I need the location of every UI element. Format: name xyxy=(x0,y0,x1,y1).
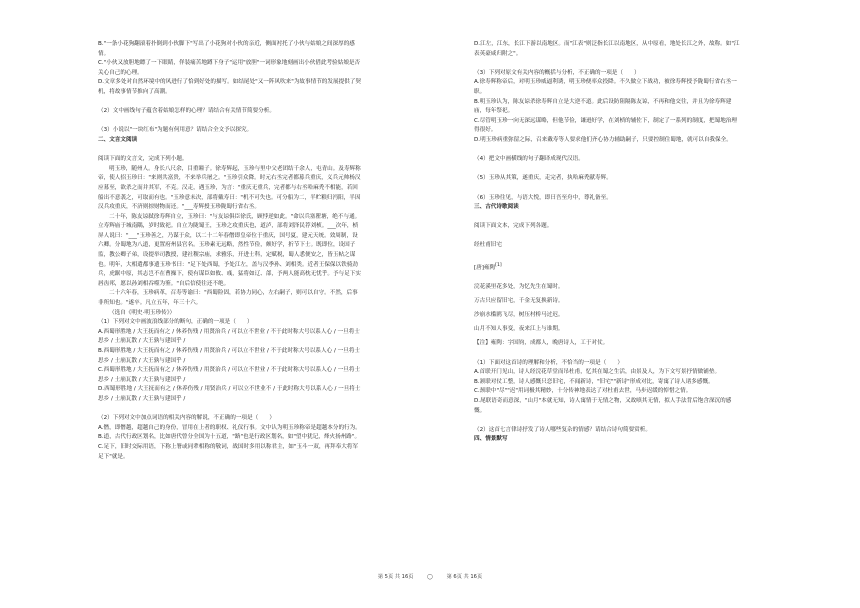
passage-line: 汉兵攻重庆，不济则掠财物而还。"___寿辉授玉珍陇蜀行省右丞。 xyxy=(98,204,260,211)
poem-line: 山月不知人事变，夜来江上与谁期。 xyxy=(474,326,564,333)
poetry-question-1: （1）下面对这首诗的理解和分析，不恰当的一项是（ ） xyxy=(474,359,623,366)
right-page-column xyxy=(474,40,822,445)
option-line: D.尾联语奇而意深，"山月"本就无知，诗人寓情于无情之物，又故嗔其无情，拟人手法背后饱含深沉的感 xyxy=(474,398,732,405)
option-line: B.明玉珍认为，陈友谅杀徐寿辉自立是大逆不道。此后设防阻隔陈友谅，不再和他交往，并且为徐寿辉建 xyxy=(474,98,732,105)
option-line: A.西蜀形胜地 / 大王抚而有之 / 休养伤残 / 用贤治兵 / 可以立不世业 / 不于此时称大号以系人心 / 一旦将士 xyxy=(98,328,360,335)
option-line: 表英豪咸归附之"。 xyxy=(474,50,522,57)
option-line: C.尽管明玉珍一向无深远谋略，但他节俭，谦逊好学，在刘桢的辅佐下，制定了一系列的制度，把蜀地治理 xyxy=(474,117,737,124)
option-line: C.足下，旧时交际用语，下称上署或同辈相称的敬词，战国时多用以称君主，如"玉斗一双，再拜奉大将军 xyxy=(98,443,358,450)
note-marker: [1] xyxy=(495,262,502,268)
passage-source: （选自《明史·明玉珍传》） xyxy=(109,309,176,316)
sub-question-2: （2）下列对文中加点词语的相关内容的解说，不正确的一项是（ ） xyxy=(98,415,275,422)
page-footer xyxy=(0,573,860,581)
option-line: 足下"就是。 xyxy=(98,453,129,460)
passage-line: 屏人说曰："___"玉珍善之，乃谋于众，以二十二年春僭即皇帝位于重庆，国号夏，建元天统。效周制，设 xyxy=(98,232,358,239)
passage-line: 非所知也。"遂卒。凡立五年，年三十六。 xyxy=(98,300,202,307)
option-line: 慨。 xyxy=(474,407,486,414)
left-page-number: 第 5页 共 16页 xyxy=(377,574,414,580)
binding-hole-icon: ◯ xyxy=(427,574,433,580)
option-line: B.西蜀形胜地 / 大王抚而有之 / 休养伤残 / 用贤治兵 / 可以立不世业 / 不于此时称大号以系人心 / 一旦将士 xyxy=(98,348,361,354)
poem-note: 【注】雍陶：字国钧，成都人，晚唐诗人，工于对仗。 xyxy=(474,340,609,347)
option-line: 情。 xyxy=(98,50,110,57)
passage-line: 二十年，陈友谅弑徐寿辉自立，玉珍曰："与友谅俱臣徐氏，顾悖逆如此。"命以兵塞瞿塘，绝不与通。 xyxy=(109,213,361,220)
translation-sentence-6: （6）玉珍往见，与语大悦，即曰吾至舟中，尊礼备至。 xyxy=(474,194,612,201)
option-line: D.文章多处对自然环境中的风进行了恰到好处的描写。如结尾处"又一阵风吹来"为故事情节的发展提供了契 xyxy=(98,79,361,86)
passage-line: 船出不意袭之，可取而有也。"玉珍意未决，部将戴寿曰："机不可失也。可分船为二，半贮粮归沔阳，半因 xyxy=(98,194,361,201)
option-line: 思乡 / 土崩瓦散 / 大王孰与建国乎 / xyxy=(98,357,186,364)
left-page-column xyxy=(98,40,456,462)
sub-question-1: （1）下列对文中画波浪线部分的断句，正确的一项是（ ） xyxy=(98,319,253,326)
poem-line: 沙崩水槛鸥飞尽，树压村桥马过迟。 xyxy=(474,312,564,319)
sub-question-3: （3）下列对原文有关内容的概括与分析，不正确的一项是（ ） xyxy=(474,69,640,76)
option-line: D.江左，江东，长江下游以南地区。而"江表"则泛指长江以南地区，从中原看，地处长江之外，故称。如"江 xyxy=(474,41,740,47)
option-line: D.西蜀形胜地 / 大王抚而有之 / 休养伤残 / 用贤治兵 / 可以立不世业不 / 于此时称大号以系人心 / 一旦将士 xyxy=(98,386,361,393)
passage-line: 唇齿邦，愿以孙刘相吞噬为鉴。"自后信使往还不绝。 xyxy=(98,280,230,287)
passage-line: 立寿辉庙于城南隅，岁时致祀。自立为陇蜀王，玉珍之攻重庆也，道泸，部将刘泽民荐刘桢。___次年，桢 xyxy=(98,223,359,230)
option-line: A.首联开门见山，诗人经浣花草堂而吊杜甫，忆其在蜀之生活，由景及人，为下文写景抒情做铺垫。 xyxy=(474,369,721,376)
option-line: 关心自己的心理。 xyxy=(98,69,143,76)
option-line: D.明玉珍病重弥留之际，召来戴寿等人要求他们齐心协力辅助嗣子，只要控制住蜀地，就可以自我保全。 xyxy=(474,136,732,143)
section-heading-classical-prose: 二、文言文阅读 xyxy=(98,136,138,143)
option-line: 得很好。 xyxy=(474,127,497,134)
passage-line: 明玉珍，随州人。身长八尺余，目重瞳子。徐寿辉起，玉珍与里中父老团结千余人，屯青山。及寿辉称 xyxy=(109,165,361,172)
option-line: 思乡 / 土崩瓦散 / 大王孰与建国乎 / xyxy=(98,395,186,402)
translation-sentence-5: （5）玉珍从其策，遂重庆，走完者，执哈麻秃献寿辉。 xyxy=(474,175,612,182)
option-line: B.颔联对仗工整，诗人感慨只恋旧宅，不闻新诗，"旧宅""新诗"形成对比，寄寓了诗人诸多感慨。 xyxy=(474,378,714,385)
poetry-instruction: 阅读下面文本，完成下列各题。 xyxy=(474,223,553,230)
option-line: B.道，古代行政区划名，比如唐代曾分全国为十五道，"路"也是行政区划名，如"望中犹记，烽火扬州路"。 xyxy=(98,434,361,441)
passage-line: 监，教公卿子弟，设提举司教授，建社稷宗庙，求雅乐，开进士科，定赋税，蜀人悉便安之，皆玉帖之谋 xyxy=(98,252,356,259)
passage-line: 帝，使人招玉珍曰："来则共富贵，不来举兵屠之。"玉珍引众降。时元右丞完者都募兵重庆，义兵元帅杨汉 xyxy=(98,175,361,182)
poem-title: 经杜甫旧宅 xyxy=(474,242,502,249)
section-heading-recitation: 四、情景默写 xyxy=(474,436,508,443)
poetry-question-2: （2）这首七言律诗抒发了诗人哪些复杂的情感？请结合诗句简要赏析。 xyxy=(474,426,651,433)
option-line: 庙，每年祭祀。 xyxy=(474,108,514,115)
option-line: 思乡 / 土崩瓦散 / 大王孰与建国乎 / xyxy=(98,376,186,383)
option-line: C.西蜀形胜地 / 大王抚而有之 / 休养伤残 / 用贤治兵 / 可以立不世业 / 不于此时称大号以系人心 / 一旦将士 xyxy=(98,367,361,374)
passage-line: 兵，虎踞中原，其志岂不在曹操下，使有谋臣如攸、彧，猛将如辽、郃，予两人能高枕无忧乎。予与足下实 xyxy=(98,271,361,278)
right-page-number: 第 6页 共 16页 xyxy=(446,574,483,580)
passage-instruction: 阅读下面的文言文，完成下列小题。 xyxy=(98,156,188,163)
poem-line: 万古只应留旧宅，千金无复换新诗。 xyxy=(474,297,564,304)
passage-line: 六卿。分蜀地为八道，更置府州县官名。玉珍素无远略，然性节俭，颇好学，折节下士。既即位，设国子 xyxy=(98,242,356,249)
option-line: A.徐寿辉称帝后，对明玉珍威逼利诱，明玉珍便率众投降。不久做立下战功，被徐寿辉授予陇蜀行省右丞一 xyxy=(474,79,737,86)
passage-line: 应募至，欲杀之而并其军，不克。汉走，遇玉珍，为言："重庆无重兵，完者都与右丞哈麻秃不相能，若回 xyxy=(98,184,358,191)
option-line: 机，将故事情节推向了高潮。 xyxy=(98,88,171,95)
passage-line: 也。明年，大相遣都事遗玉珍书曰："足下处西蜀，予处江左，盖与汉季孙、刘相类。近者王保保以铁骑劲 xyxy=(98,261,358,268)
option-line: A.僭，即僭越，超越自己的身份，冒用在上者的职权、礼仪行事。文中认为明玉珍称帝是超越本分的行为。 xyxy=(98,424,361,431)
option-line: C.颈联中"尽""迟"用词极其精妙，十分传神地表达了对杜甫去世，马步迟缓的悼惜之情。 xyxy=(474,388,692,395)
poem-author: [唐]雍陶[1] xyxy=(474,262,502,271)
option-line: 思乡 / 土崩瓦散 / 大王孰与建国乎 / xyxy=(98,338,186,345)
option-line: C."小伙又放胆地瞟了一下眼睛，佯装痛苦地蹲下身子"运用"放胆"一词形象地刻画出小伙借此考验姑娘是否 xyxy=(98,60,361,67)
question-2: （2）文中画线句子蕴含着姑娘怎样的心理？请结合有关情节简要分析。 xyxy=(98,108,275,115)
section-heading-poetry: 三、古代诗歌阅读 xyxy=(474,204,519,211)
poem-line: 浣花溪里花多处，为忆先生在蜀时。 xyxy=(474,283,564,290)
question-3: （3）小说以"一块红布"为题有何用意？请结合全文予以探究。 xyxy=(98,127,253,134)
passage-line: 二十六年春，玉珍病革，召寿等谕曰："西蜀险固，若协力同心，左右嗣子，则可以自守。不然，后事 xyxy=(109,290,358,297)
option-line: 职。 xyxy=(474,88,486,95)
option-line: B."一条小花狗翻滚着扑倒到小伙脚下"写出了小花狗对小伙的亲近，侧面衬托了小伙与姑娘之间深厚的感 xyxy=(98,41,355,47)
sub-question-4: （4）把文中画横线的句子翻译成现代汉语。 xyxy=(474,156,584,163)
